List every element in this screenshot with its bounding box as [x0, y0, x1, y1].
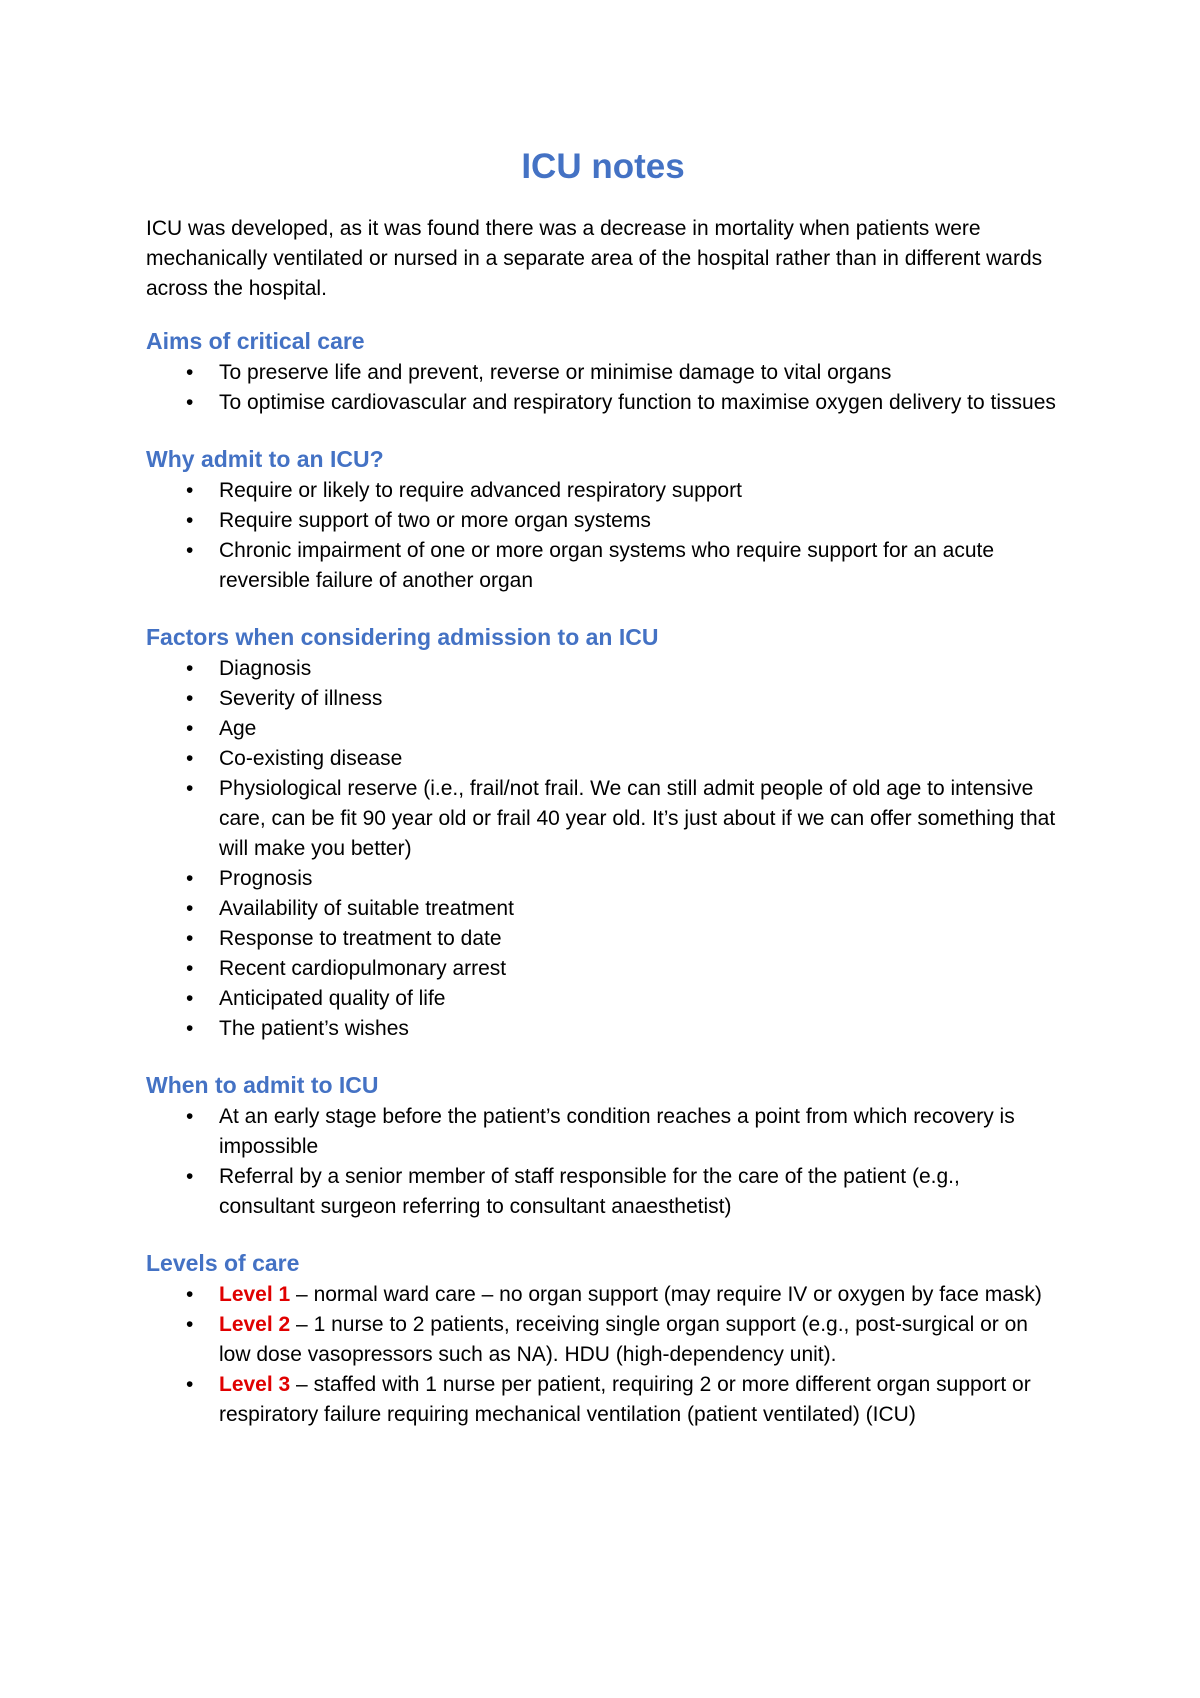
heading-levels: Levels of care	[146, 1250, 300, 1276]
factors-list	[146, 654, 1060, 1044]
bullet-icon: •	[186, 1105, 194, 1128]
intro-paragraph: ICU was developed, as it was found there was a decrease in mortality when patients were mechanically ventilated or nursed in a separate area of the hospital rather than in different wards across the hospital.	[146, 217, 1043, 300]
bullet-icon: •	[186, 1283, 194, 1306]
list-item: • To preserve life and prevent, reverse or minimise damage to vital organs	[146, 358, 1060, 388]
list-item: • Age	[146, 714, 1060, 744]
bullet-icon: •	[186, 927, 194, 950]
bullet-icon: •	[186, 777, 194, 800]
when-admit-list	[146, 1102, 1060, 1222]
list-item: • Availability of suitable treatment	[146, 894, 1060, 924]
list-item: • To optimise cardiovascular and respiratory function to maximise oxygen delivery to tissues	[146, 388, 1060, 418]
heading-factors: Factors when considering admission to an ICU	[146, 624, 659, 650]
bullet-icon: •	[186, 539, 194, 562]
list-item: • Require or likely to require advanced respiratory support	[146, 476, 1060, 506]
page-title: ICU notes	[521, 147, 685, 186]
list-item: • At an early stage before the patient’s condition reaches a point from which recovery is impossible	[146, 1102, 1060, 1162]
list-item: • Co-existing disease	[146, 744, 1060, 774]
bullet-icon: •	[186, 1165, 194, 1188]
bullet-icon: •	[186, 717, 194, 740]
bullet-icon: •	[186, 687, 194, 710]
level-label: Level 2	[219, 1313, 291, 1336]
heading-why-admit: Why admit to an ICU?	[146, 446, 384, 472]
aims-list	[146, 358, 1060, 418]
heading-aims: Aims of critical care	[146, 328, 365, 354]
bullet-icon: •	[186, 897, 194, 920]
bullet-icon: •	[186, 957, 194, 980]
list-item: • Physiological reserve (i.e., frail/not frail. We can still admit people of old age to intensive care, can be fit 90 year old or frail 40 year old. It’s just about if we can offer something that will make you better)	[146, 774, 1060, 864]
list-item: • Referral by a senior member of staff responsible for the care of the patient (e.g., consultant surgeon referring to consultant anaesthetist)	[146, 1162, 1060, 1222]
list-item: • Diagnosis	[146, 654, 1060, 684]
heading-when-admit: When to admit to ICU	[146, 1072, 379, 1098]
list-item: • Level 1 – normal ward care – no organ support (may require IV or oxygen by face mask)	[146, 1280, 1060, 1310]
bullet-icon: •	[186, 391, 194, 414]
list-item: • Recent cardiopulmonary arrest	[146, 954, 1060, 984]
bullet-icon: •	[186, 1313, 194, 1336]
bullet-icon: •	[186, 1373, 194, 1396]
bullet-icon: •	[186, 867, 194, 890]
bullet-icon: •	[186, 509, 194, 532]
bullet-icon: •	[186, 479, 194, 502]
bullet-icon: •	[186, 747, 194, 770]
list-item: • The patient’s wishes	[146, 1014, 1060, 1044]
list-item: • Level 3 – staffed with 1 nurse per patient, requiring 2 or more different organ support or respiratory failure requiring mechanical ventilation (patient ventilated) (ICU)	[146, 1370, 1060, 1430]
list-item: • Prognosis	[146, 864, 1060, 894]
list-item: • Require support of two or more organ systems	[146, 506, 1060, 536]
list-item: • Severity of illness	[146, 684, 1060, 714]
level-label: Level 3	[219, 1373, 291, 1396]
list-item: • Chronic impairment of one or more organ systems who require support for an acute reversible failure of another organ	[146, 536, 1060, 596]
bullet-icon: •	[186, 987, 194, 1010]
bullet-icon: •	[186, 361, 194, 384]
bullet-icon: •	[186, 1017, 194, 1040]
bullet-icon: •	[186, 657, 194, 680]
list-item: • Anticipated quality of life	[146, 984, 1060, 1014]
list-item: • Level 2 – 1 nurse to 2 patients, receiving single organ support (e.g., post-surgical or on low dose vasopressors such as NA). HDU (high-dependency unit).	[146, 1310, 1060, 1370]
why-admit-list	[146, 476, 1060, 596]
list-item: • Response to treatment to date	[146, 924, 1060, 954]
level-label: Level 1	[219, 1283, 291, 1306]
levels-list	[146, 1280, 1060, 1430]
